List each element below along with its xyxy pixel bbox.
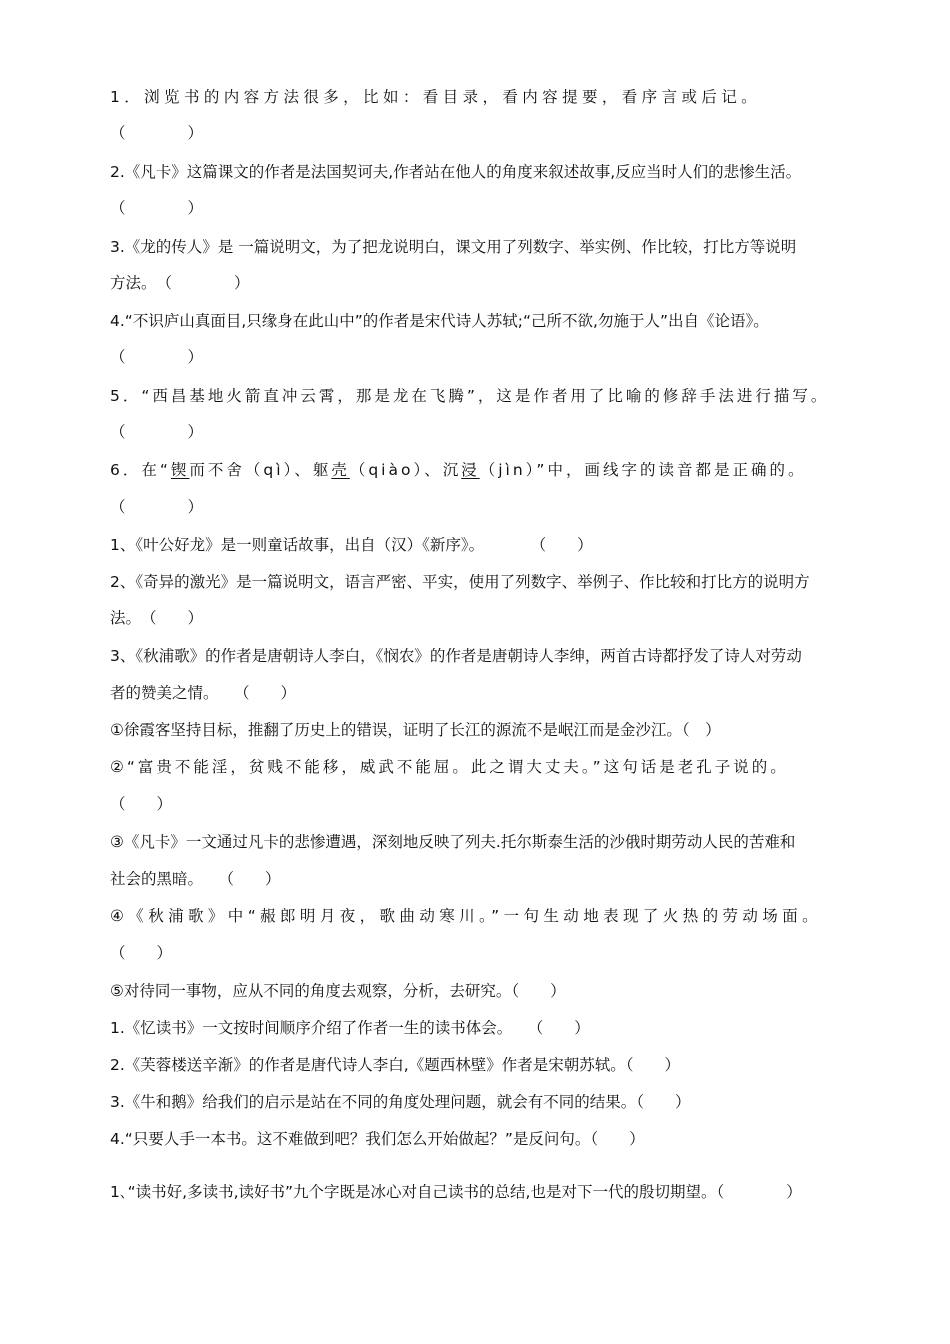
section2-question-1: 1、《叶公好龙》是一则童话故事，出自（汉）《新序》。 （ ） xyxy=(110,536,593,554)
q6-underlined-char-3: 浸 xyxy=(461,461,480,479)
answer-blank: （ ） xyxy=(110,795,173,813)
q6-underlined-char-1: 锲 xyxy=(170,461,190,479)
section3-question-2: 2.《芙蓉楼送辛渐》的作者是唐代诗人李白,《题西林壁》作者是宋朝苏轼。（ ） xyxy=(110,1056,680,1074)
section2-question-2-line-2: 法。 （ ） xyxy=(110,609,204,627)
q6-mid-1: 而不舍（qì）、躯 xyxy=(189,461,332,479)
answer-blank: （ ） xyxy=(110,498,204,516)
q6-pre: 6．在“ xyxy=(110,461,171,479)
answer-blank: （ ） xyxy=(110,944,173,962)
section3-question-1: 1.《忆读书》一文按时间顺序介绍了作者一生的读书体会。 （ ） xyxy=(110,1019,590,1037)
answer-blank: （ ） xyxy=(110,124,204,142)
question-3-line-1: 3.《龙的传人》是 一篇说明文，为了把龙说明白，课文用了列数字、举实例、作比较，打比方等说明 xyxy=(110,238,797,256)
section2-question-3-line-2: 者的赞美之情。 （ ） xyxy=(110,684,297,702)
circled-question-4-line-1: ④《秋浦歌》中“赧郎明月夜，歌曲动寒川。”一句生动地表现了火热的劳动场面。 xyxy=(110,907,823,925)
q6-underlined-char-2: 壳 xyxy=(331,461,350,479)
circled-question-5: ⑤对待同一事物，应从不同的角度去观察，分析，去研究。（ ） xyxy=(110,982,566,1000)
question-2-line-1: 2.《凡卡》这篇课文的作者是法国契诃夫,作者站在他人的角度来叙述故事,反应当时人们的悲惨生活。 xyxy=(110,163,802,181)
answer-blank: （ ） xyxy=(110,348,204,366)
section2-question-2-line-1: 2、《奇异的激光》是一篇说明文，语言严密、平实，使用了列数字、举例子、作比较和打比方的说明方 xyxy=(110,573,810,591)
section4-question-1: 1､“读书好,多读书,读好书”九个字既是冰心对自己读书的总结,也是对下一代的殷切期望。（ ） xyxy=(110,1183,802,1201)
section3-question-4: 4.“只要人手一本书。这不难做到吧？我们怎么开始做起？”是反问句。（ ） xyxy=(110,1130,645,1148)
question-3-line-2: 方法。 （ ） xyxy=(110,274,250,292)
question-4-line-1: 4.“不识庐山真面目,只缘身在此山中”的作者是宋代诗人苏轼;“己所不欲,勿施于人”出自《论语》。 xyxy=(110,312,769,330)
circled-question-3-line-2: 社会的黑暗。 （ ） xyxy=(110,870,281,888)
question-6-line-1 xyxy=(110,460,864,480)
answer-blank: （ ） xyxy=(110,199,204,217)
circled-question-2-line-1: ②“富贵不能淫，贫贱不能移，威武不能屈。此之谓大丈夫。”这句话是老孔子说的。 xyxy=(110,758,789,776)
section3-question-3: 3.《牛和鹅》给我们的启示是站在不同的角度处理问题，就会有不同的结果。（ ） xyxy=(110,1093,691,1111)
circled-question-1: ①徐霞客坚持目标，推翻了历史上的错误，证明了长江的源流不是岷江而是金沙江。（ ） xyxy=(110,721,721,739)
circled-question-3-line-1: ③《凡卡》一文通过凡卡的悲惨遭遇，深刻地反映了列夫.托尔斯泰生活的沙俄时期劳动人民的苦难和 xyxy=(110,833,796,851)
section2-question-3-line-1: 3、《秋浦歌》的作者是唐朝诗人李白，《悯农》的作者是唐朝诗人李绅，两首古诗都抒发了诗人对劳动 xyxy=(110,647,802,665)
answer-blank: （ ） xyxy=(110,423,204,441)
q6-mid-2: （qiào）、沉 xyxy=(349,461,462,479)
question-5-line-1: 5．“西昌基地火箭直冲云霄，那是龙在飞腾”，这是作者用了比喻的修辞手法进行描写。 xyxy=(110,387,830,405)
question-1-line-1: 1．浏览书的内容方法很多，比如：看目录，看内容提要，看序言或后记。 xyxy=(110,88,762,106)
q6-post: （jìn）”中，画线字的读音都是正确的。 xyxy=(479,461,807,479)
